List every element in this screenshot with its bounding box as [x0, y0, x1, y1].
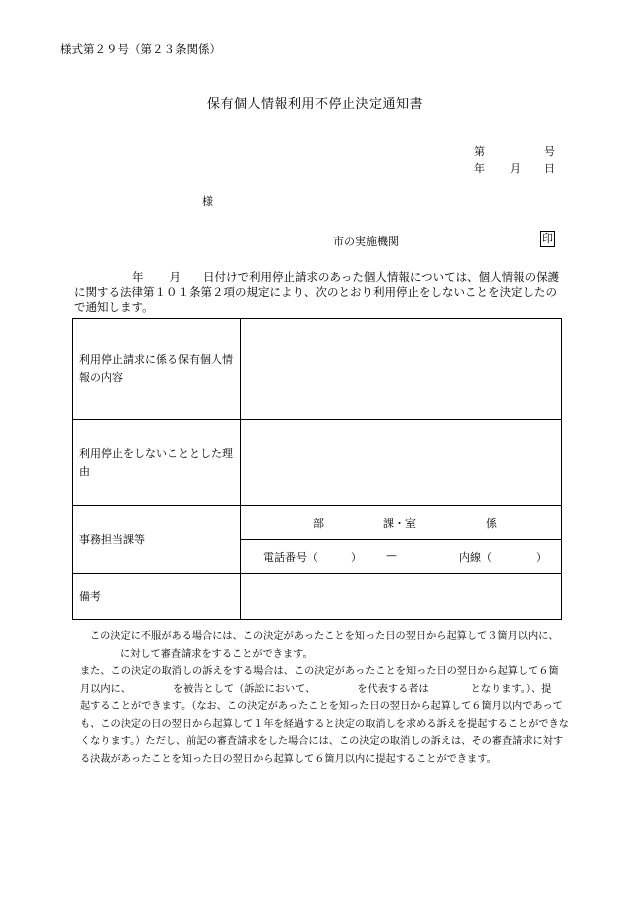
notes-line-2: に対して審査請求をすることができます。	[120, 648, 313, 660]
notes-line-5: 起することができます。（なお、この決定があったことを知った日の翌日から起算して６箇月以内であって	[80, 701, 563, 712]
notes-line-1: この決定に不服がある場合には、この決定があったことを知った日の翌日から起算して３箇月以内に、	[90, 631, 559, 642]
issuer-name: 市の実施機関	[333, 235, 399, 248]
phone-close: ）	[351, 551, 362, 564]
body-line-2: に関する法律第１０１条第２項の規定により、次のとおり利用停止をしないことを決定したの	[74, 285, 557, 299]
extension-label: 内線（	[459, 551, 492, 564]
department-line	[241, 506, 561, 540]
extension-close: ）	[536, 551, 547, 564]
reason-label: 利用停止をしないこととした理由	[73, 420, 241, 506]
table-row	[73, 420, 562, 506]
seal-stamp: 印	[542, 232, 553, 245]
section-label: 課・室	[383, 517, 416, 530]
body-line-1	[74, 270, 566, 285]
content-label: 利用停止請求に係る保有個人情報の内容	[73, 319, 241, 420]
table-row	[73, 506, 562, 574]
office-value	[241, 506, 562, 574]
unit-label: 係	[486, 517, 497, 530]
notes-line-4a: 月以内に、	[80, 683, 131, 695]
number-suffix: 号	[544, 145, 555, 158]
content-value	[241, 319, 562, 420]
appeal-notes	[80, 628, 570, 768]
notes-line-6: も、この決定の日の翌日から起算して１年を経過すると決定の取消しを求める訴えを提起することができな	[80, 718, 569, 730]
phone-line	[241, 540, 561, 573]
notes-line-3: また、この決定の取消しの訴えをする場合は、この決定があったことを知った日の翌日から起算して６箇	[80, 666, 559, 677]
notes-line-7: くなります。）ただし、前記の審査請求をした場合には、この決定の取消しの訴えは、その審査請求に対す	[80, 736, 564, 747]
notes-line-4b: を被告として（訴訟において、	[172, 683, 316, 695]
office-label: 事務担当課等	[73, 506, 241, 574]
reason-value	[241, 420, 562, 506]
addressee-honorific: 様	[202, 195, 213, 208]
phone-dash: —	[386, 549, 397, 562]
body-month: 月	[169, 270, 181, 284]
notice-table	[72, 318, 562, 620]
remarks-value	[241, 574, 562, 620]
notice-body	[74, 270, 566, 315]
body-line-1-text: 日付けで利用停止請求のあった個人情報については、個人情報の保護	[203, 270, 560, 284]
notes-line-4c: を代表する者は	[357, 683, 429, 695]
year-label: 年	[474, 162, 485, 175]
dept-label: 部	[313, 517, 324, 530]
notes-line-8: る決裁があったことを知った日の翌日から起算して６箇月以内に提起することができます。	[80, 753, 497, 765]
document-title: 保有個人情報利用不停止決定通知書	[206, 97, 423, 112]
body-year: 年	[132, 270, 144, 284]
day-label: 日	[544, 162, 555, 175]
table-row	[73, 319, 562, 420]
number-prefix: 第	[474, 145, 485, 158]
body-line-3: で通知します。	[74, 300, 154, 314]
table-row	[73, 574, 562, 620]
remarks-label: 備考	[73, 574, 241, 620]
phone-label: 電話番号（	[263, 551, 318, 564]
notes-line-4	[80, 681, 570, 699]
form-number: 様式第２９号（第２３条関係）	[60, 42, 221, 56]
month-label: 月	[510, 162, 521, 175]
notes-line-4d: となります。）、提	[470, 683, 552, 695]
